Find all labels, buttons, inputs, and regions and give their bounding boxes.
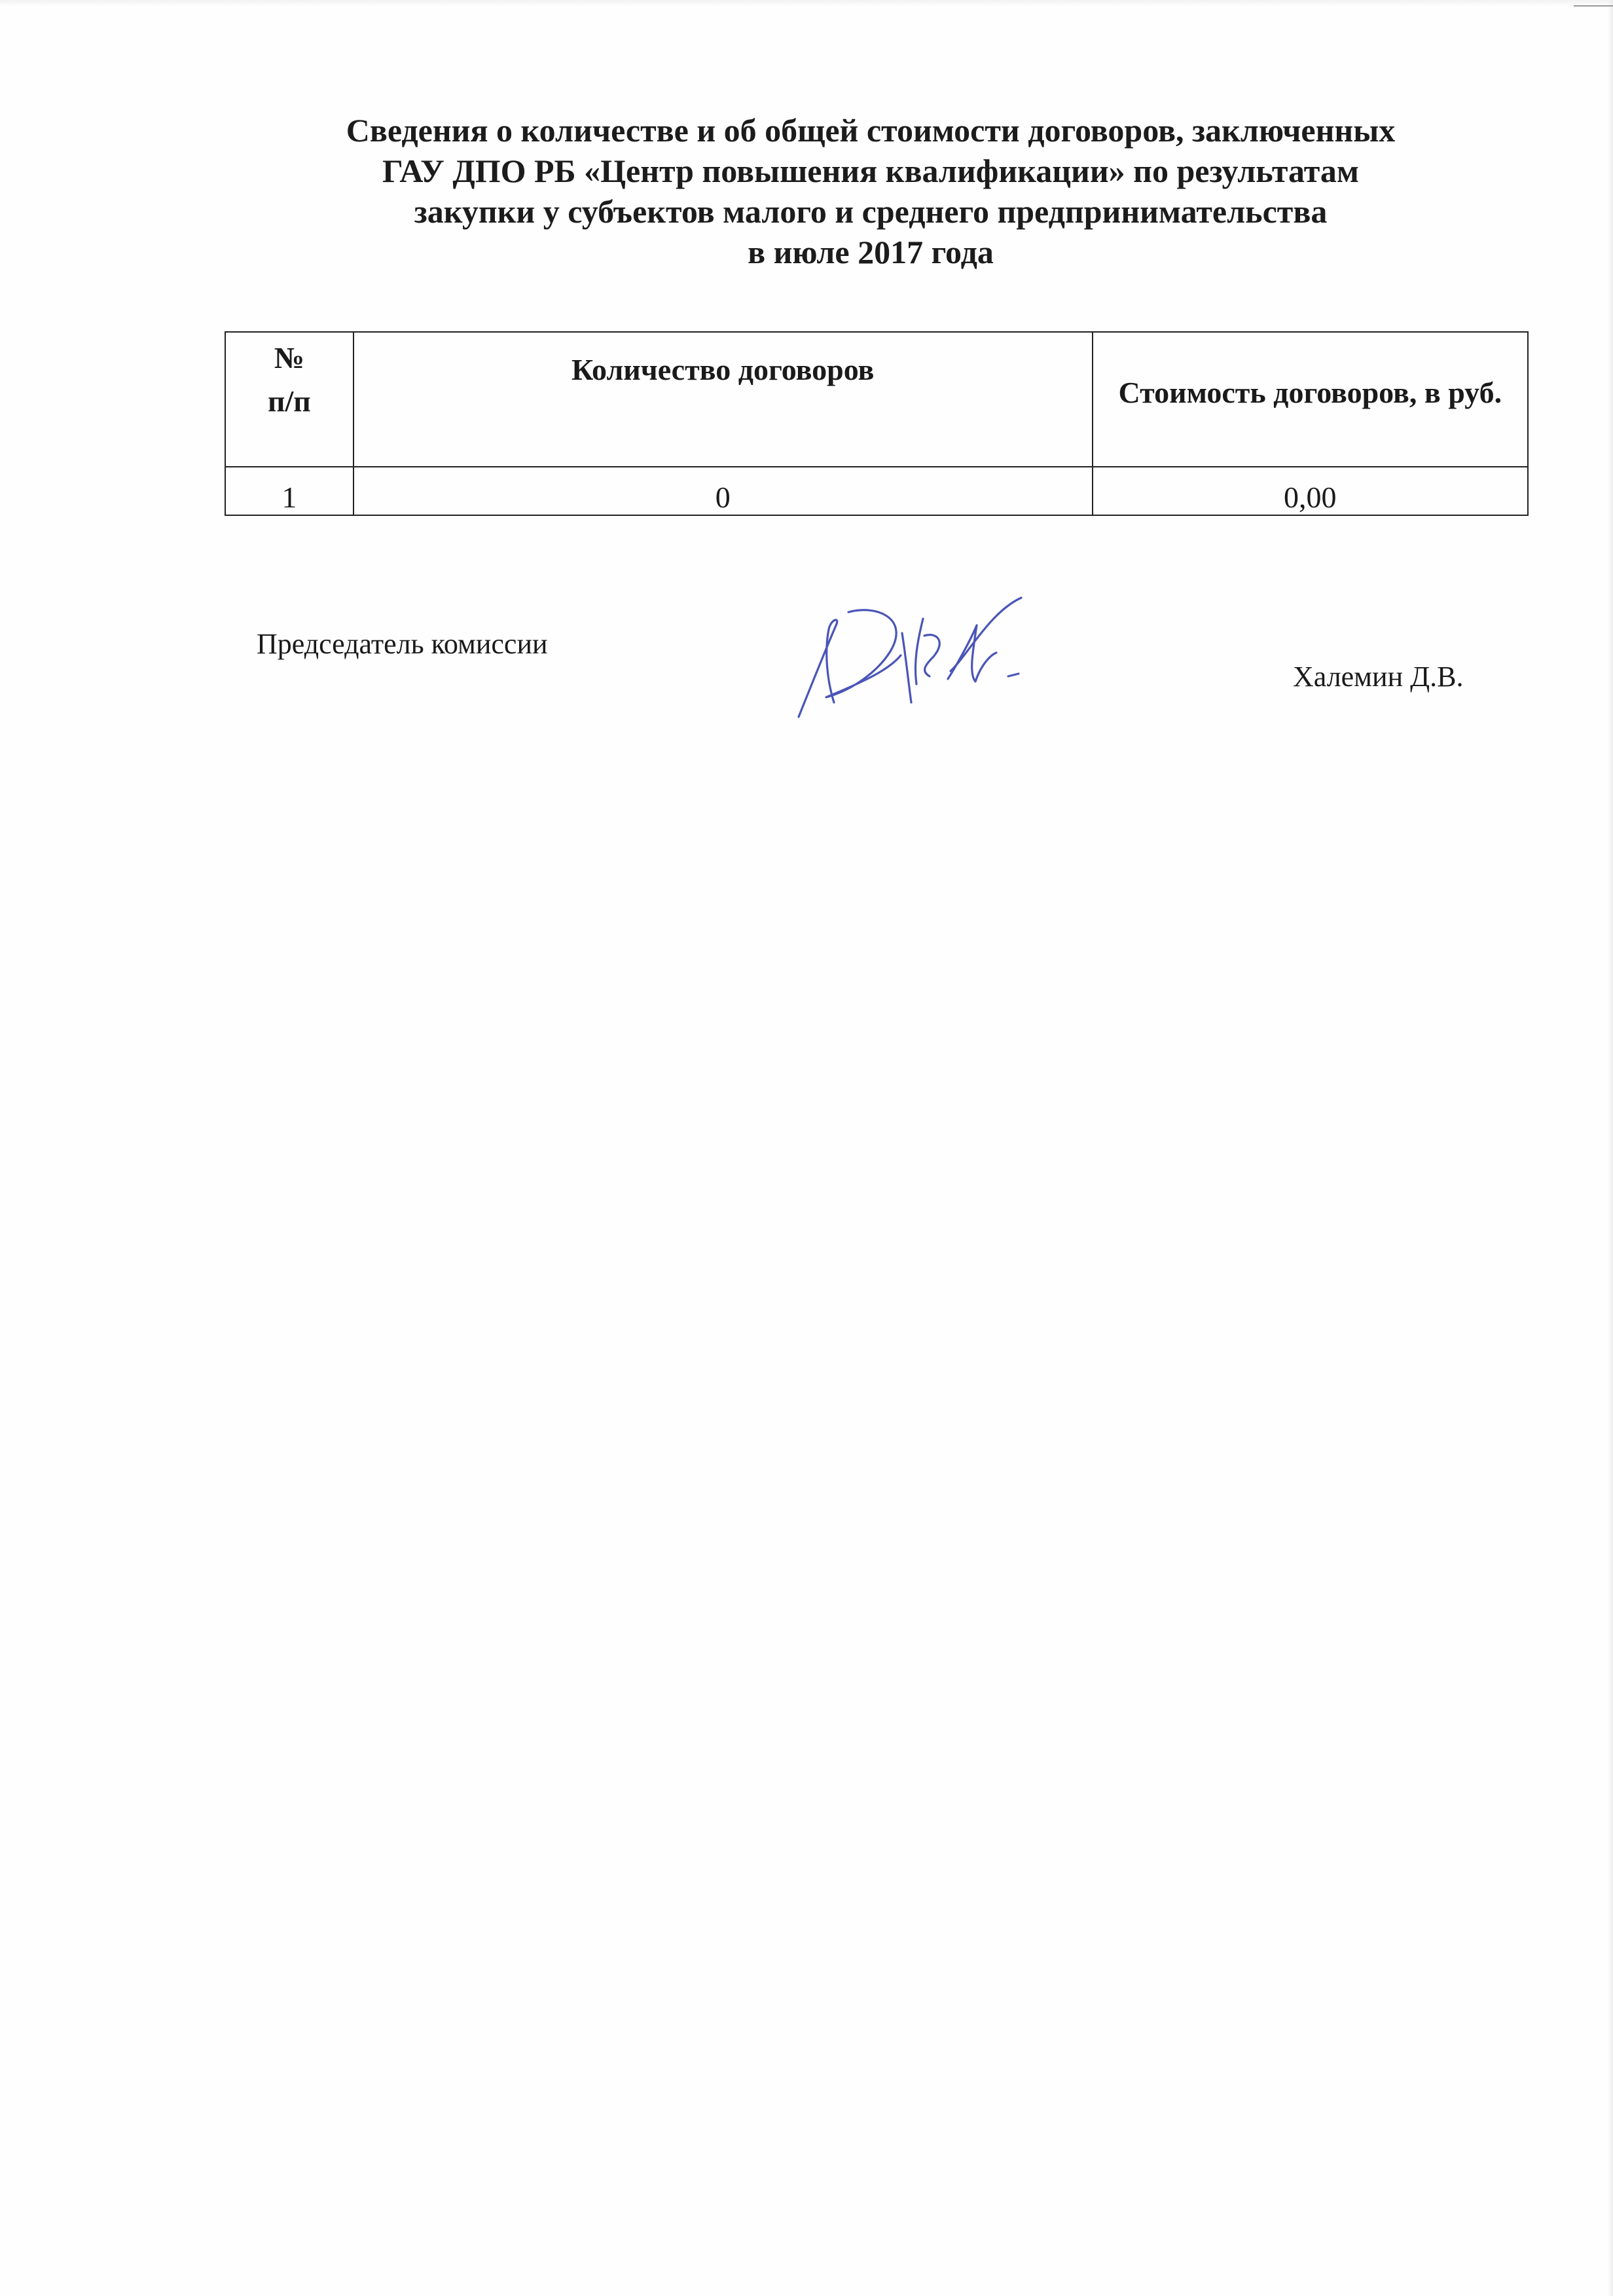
cell-contract-count: 0 — [353, 467, 1093, 515]
scan-corner-mark — [1574, 0, 1613, 7]
title-line-1: Сведения о количестве и об общей стоимости договоров, заключенных — [346, 112, 1396, 149]
scan-edge-right — [1608, 0, 1613, 2296]
handwritten-signature — [786, 592, 1034, 723]
title-line-2: ГАУ ДПО РБ «Центр повышения квалификации» по результатам — [382, 153, 1359, 189]
table-header-row — [225, 332, 1528, 467]
signatory-name: Халемин Д.В. — [1293, 661, 1464, 693]
title-line-4: в июле 2017 года — [748, 234, 994, 270]
header-number-symbol: № — [274, 341, 305, 374]
scan-edge-top — [0, 0, 1613, 7]
cell-number: 1 — [225, 467, 353, 515]
cell-contract-cost: 0,00 — [1093, 467, 1528, 515]
title-line-3: закупки у субъектов малого и среднего предпринимательства — [414, 193, 1328, 230]
header-number-label: п/п — [268, 384, 311, 418]
signatory-role: Председатель комиссии — [257, 628, 548, 660]
header-contract-cost: Стоимость договоров, в руб. — [1093, 332, 1528, 467]
document-title — [229, 110, 1512, 272]
header-contract-count: Количество договоров — [353, 332, 1093, 467]
table-row — [225, 467, 1528, 515]
header-number — [225, 332, 353, 467]
contracts-table — [225, 331, 1529, 516]
